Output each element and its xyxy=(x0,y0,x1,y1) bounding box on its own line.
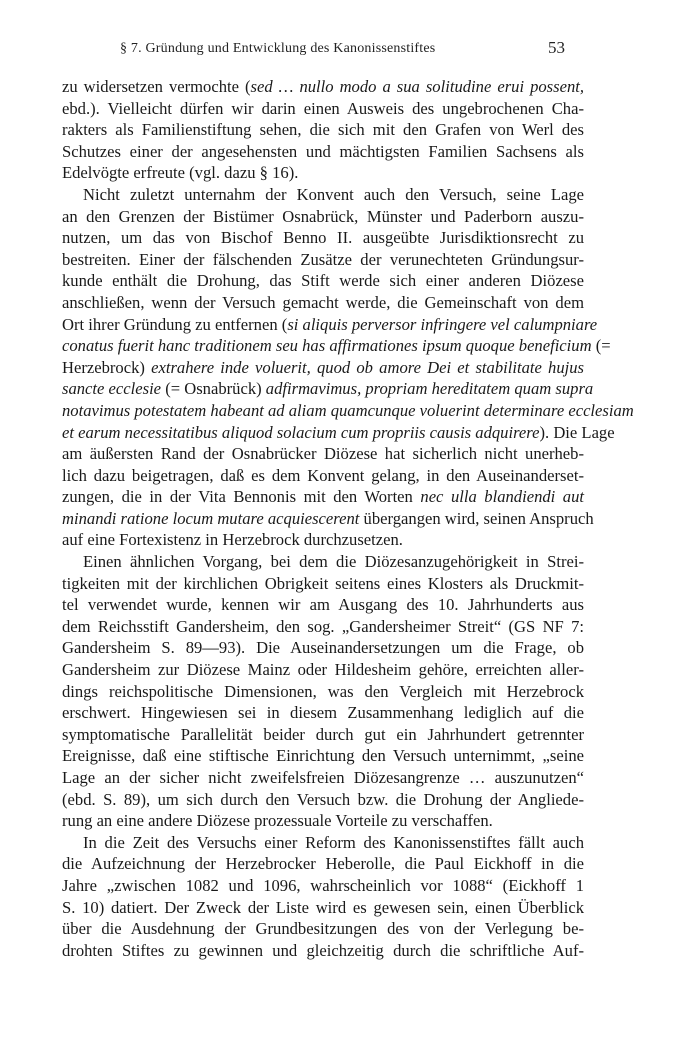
latin-quote: et earum necessitatibus aliquod solacium cum propriis causis adquirere xyxy=(62,422,540,442)
text-run: erschwert. Hingewiesen sei in diesem Zusammenhang lediglich auf die xyxy=(62,703,584,723)
text-line xyxy=(62,206,584,228)
text-line xyxy=(62,832,584,854)
text-line xyxy=(62,918,584,940)
text-line xyxy=(62,119,584,141)
text-run: ). Die Lage xyxy=(539,422,615,442)
text-run: auf eine Fortexistenz in Herzebrock durchzusetzen. xyxy=(62,530,403,550)
text-line xyxy=(62,335,611,357)
text-line xyxy=(62,98,584,120)
text-run: (ebd. S. 89), um sich durch den Versuch bzw. die Drohung der Angliede- xyxy=(62,789,584,809)
text-line xyxy=(62,702,584,724)
text-run: anschließen, wenn der Versuch gemacht werde, die Gemeinschaft von dem xyxy=(62,292,584,312)
text-run: (= xyxy=(591,336,611,356)
text-line xyxy=(62,810,584,832)
text-run: die Aufzeichnung der Herzebrocker Heberolle, die Paul Eickhoff in die xyxy=(62,854,584,874)
text-line xyxy=(62,767,584,789)
text-line xyxy=(62,897,584,919)
text-line xyxy=(62,681,584,703)
text-line xyxy=(62,162,584,184)
paragraph xyxy=(62,76,584,184)
text-run: Edelvögte erfreute (vgl. dazu § 16). xyxy=(62,163,299,183)
text-line xyxy=(62,184,584,206)
text-line xyxy=(62,616,584,638)
text-line xyxy=(62,357,584,379)
text-line xyxy=(62,314,598,336)
text-line xyxy=(62,465,584,487)
text-line xyxy=(62,378,594,400)
text-line xyxy=(62,853,584,875)
text-line xyxy=(62,486,584,508)
text-run: Ereignisse, daß eine stiftische Einrichtung den Versuch unternimmt, „seine xyxy=(62,746,584,766)
text-run: zu widersetzen vermochte ( xyxy=(62,77,251,96)
latin-quote: nec ulla blandiendi aut xyxy=(420,487,585,507)
text-line xyxy=(62,443,584,465)
text-run: symptomatische Parallelität beider durch gut ein Jahrhundert getrennter xyxy=(62,724,584,744)
text-run: nutzen, um das von Bischof Benno II. ausgeübte Jurisdiktionsrecht zu xyxy=(62,228,584,248)
text-run: übergangen wird, seinen Anspruch xyxy=(359,508,594,528)
text-line xyxy=(62,659,584,681)
text-run: Schutzes einer der angesehensten und mächtigsten Familien Sachsens als xyxy=(62,141,584,161)
text-run: ebd.). Vielleicht dürfen wir darin einen Ausweis des ungebrochenen Cha- xyxy=(62,98,584,118)
text-line xyxy=(62,789,584,811)
text-line xyxy=(62,573,584,595)
body-text xyxy=(62,76,634,961)
text-line xyxy=(62,637,584,659)
text-run: Jahre „zwischen 1082 und 1096, wahrscheinlich vor 1088“ (Eickhoff 1 xyxy=(62,875,584,895)
text-line xyxy=(62,940,584,962)
latin-quote: extrahere inde voluerit, quod ob amore Dei et stabilitate hujus xyxy=(151,357,584,377)
paragraph xyxy=(62,551,584,832)
paragraph xyxy=(62,832,584,962)
latin-quote: minandi ratione locum mutare acquiescerent xyxy=(62,508,360,528)
text-run: bestreiten. Einer der fälschenden Zusätze der verunechteten Gründungsur- xyxy=(62,249,584,269)
text-run: Gandersheim S. 89—93). Die Auseinandersetzungen um die Frage, ob xyxy=(62,638,584,658)
text-run: lich dazu beigetragen, daß es dem Konvent gelang, in den Auseinanderset- xyxy=(62,465,584,485)
latin-quote: adfirmavimus, propriam hereditatem quam supra xyxy=(265,379,594,399)
page-number: 53 xyxy=(548,38,565,57)
text-run: Herzebrock) xyxy=(62,357,152,377)
text-line xyxy=(62,270,584,292)
text-run: S. 10) datiert. Der Zweck der Liste wird es gewesen sein, einen Überblick xyxy=(62,897,584,917)
text-line xyxy=(62,508,594,530)
text-line xyxy=(62,292,584,314)
text-run: Einen ähnlichen Vorgang, bei dem die Diözesanzugehörigkeit in Strei- xyxy=(83,552,584,572)
text-run: am äußersten Rand der Osnabrücker Diözese hat sicherlich nicht unerheb- xyxy=(62,444,584,464)
page-header xyxy=(0,38,700,62)
text-line xyxy=(62,249,584,271)
text-run: rung an eine andere Diözese prozessuale Vorteile zu verschaffen. xyxy=(62,811,493,831)
text-run: dings reichspolitische Dimensionen, was den Vergleich mit Herzebrock xyxy=(62,681,584,701)
text-line xyxy=(62,422,615,444)
text-run: (= Osnabrück) xyxy=(161,379,266,399)
text-line xyxy=(62,400,634,422)
text-line xyxy=(62,594,584,616)
text-run: zungen, die in der Vita Bennonis mit den Worten xyxy=(62,487,421,507)
latin-quote: notavimus potestatem habeant ad aliam quamcunque voluerint determinare ecclesiam xyxy=(62,400,634,420)
text-run: tel verwendet wurde, kennen wir am Ausgang des 10. Jahrhunderts aus xyxy=(62,595,584,615)
text-run: kunde enthält die Drohung, das Stift werde sich einer anderen Diözese xyxy=(62,271,584,291)
text-line xyxy=(62,76,584,98)
text-run: Gandersheim zur Diözese Mainz oder Hildesheim gehöre, erreichten aller- xyxy=(62,660,584,680)
text-run: tigkeiten mit der kirchlichen Obrigkeit seitens eines Klosters als Druckmit- xyxy=(62,573,584,593)
text-run: Ort ihrer Gründung zu entfernen ( xyxy=(62,314,288,334)
text-line xyxy=(62,724,584,746)
paragraph xyxy=(62,184,634,551)
text-line xyxy=(62,875,584,897)
text-line xyxy=(62,141,584,163)
text-line xyxy=(62,745,584,767)
latin-quote: sed … nullo modo a sua solitudine erui possent, xyxy=(250,77,585,96)
text-run: über die Ausdehnung der Grundbesitzungen des von der Verlegung be- xyxy=(62,919,584,939)
text-run: Nicht zuletzt unternahm der Konvent auch den Versuch, seine Lage xyxy=(83,184,584,204)
latin-quote: conatus fuerit hanc traditionem seu has affirmationes ipsum quoque beneficium xyxy=(62,336,592,356)
text-run: drohten Stiftes zu gewinnen und gleichzeitig durch die schriftliche Auf- xyxy=(62,940,584,960)
text-line xyxy=(62,529,584,551)
text-run: dem Reichsstift Gandersheim, den sog. „Gandersheimer Streit“ (GS NF 7: xyxy=(62,616,584,636)
text-line xyxy=(62,227,584,249)
latin-quote: sancte ecclesie xyxy=(62,379,162,399)
running-head: § 7. Gründung und Entwicklung des Kanonissenstiftes xyxy=(120,41,436,56)
text-run: rakters als Familienstiftung sehen, die sich mit den Grafen von Werl des xyxy=(62,120,584,140)
text-run: Lage an der sicher nicht zweifelsfreien Diözesangrenze … auszunutzen“ xyxy=(62,768,584,787)
text-line xyxy=(62,551,584,573)
latin-quote: si aliquis perversor infringere vel calumpniare xyxy=(287,314,598,334)
text-run: an den Grenzen der Bistümer Osnabrück, Münster und Paderborn auszu- xyxy=(62,206,584,226)
text-run: In die Zeit des Versuchs einer Reform des Kanonissenstiftes fällt auch xyxy=(83,832,584,852)
